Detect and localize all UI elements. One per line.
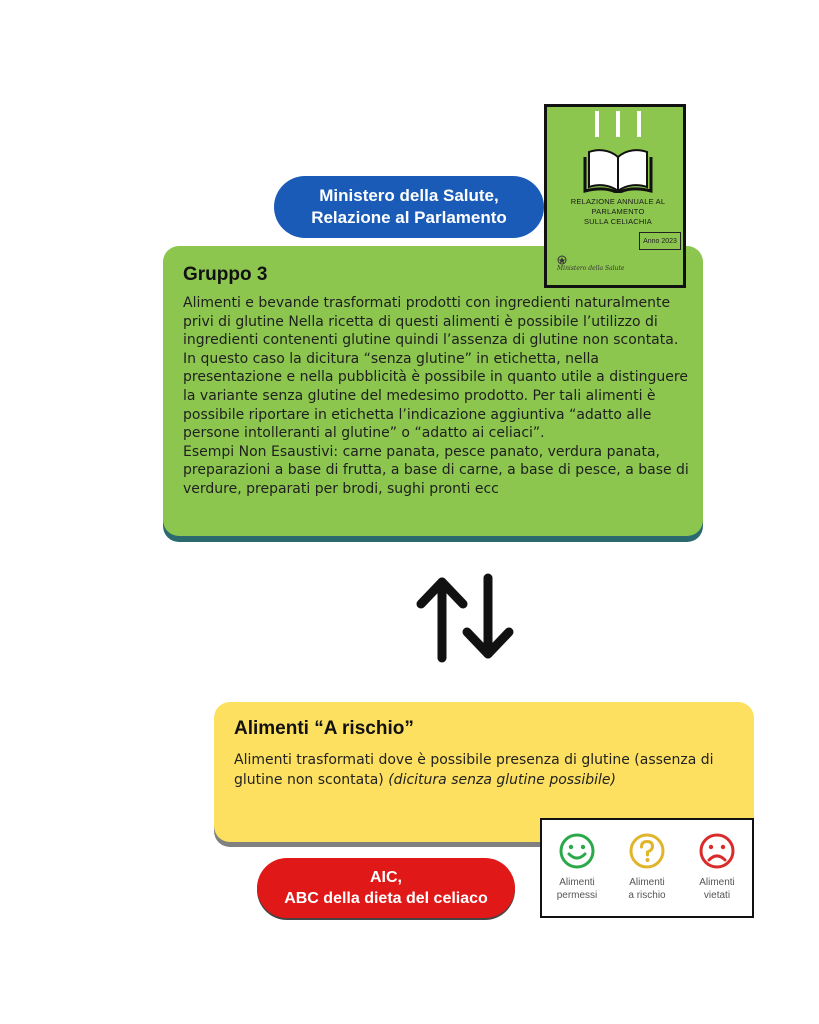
- report-title-line1: RELAZIONE ANNUALE AL PARLAMENTO: [570, 197, 666, 216]
- rischio-text: [234, 750, 734, 790]
- up-down-arrows-icon: [413, 572, 517, 664]
- legend-item-rischio: [615, 832, 679, 902]
- legend-permessi-line1: Alimenti: [559, 877, 595, 888]
- question-icon: [628, 832, 666, 870]
- legend-vietati-line1: Alimenti: [699, 877, 735, 888]
- report-year: Anno 2023: [639, 232, 681, 250]
- aic-pill-line1: AIC,: [370, 869, 402, 886]
- open-book-icon: [583, 111, 653, 193]
- rischio-note: (dicitura senza glutine possibile): [388, 772, 616, 788]
- legend-vietati-line2: vietati: [703, 890, 731, 901]
- legend-rischio-line2: a rischio: [628, 890, 666, 901]
- food-legend: [540, 818, 754, 918]
- emblem-icon: [557, 255, 567, 265]
- report-title-line2: SULLA CELIACHIA: [583, 217, 653, 226]
- legend-rischio-line1: Alimenti: [629, 877, 665, 888]
- legend-item-vietati: [685, 832, 749, 902]
- ministry-pill-line1: Ministero della Salute,: [319, 186, 499, 205]
- gruppo3-body: Alimenti e bevande trasformati prodotti con ingredienti naturalmente privi di glutine Nella ricetta di questi alimenti è possibile l’utilizzo di ingredienti contenenti glutine quindi l’assenza di glutine non scontata. In questo caso la dicitura “senza glutine” in etichetta, nella presentazione e nella pubblicità è possibile in quanto utile a distinguere la variante senza glutine del medesimo prodotto. Per tali alimenti è possibile riportare in etichetta l’indicazione aggiuntiva “adatto alle persone intolleranti al glutine” o “adatto ai celiaci”.: [183, 295, 688, 442]
- report-ministry: Ministero della Salute: [557, 265, 625, 272]
- report-cover: [544, 104, 686, 288]
- rischio-body: Alimenti trasformati dove è possibile presenza di glutine (assenza di glutine non scontata): [234, 752, 714, 788]
- ministry-pill-line2: Relazione al Parlamento: [311, 208, 507, 227]
- aic-pill-line2: ABC della dieta del celiaco: [284, 890, 488, 907]
- frown-icon: [698, 832, 736, 870]
- smile-icon: [558, 832, 596, 870]
- rischio-title: Alimenti “A rischio”: [234, 718, 414, 739]
- legend-permessi-line2: permessi: [556, 890, 598, 901]
- gruppo3-title: Gruppo 3: [183, 264, 268, 285]
- ministry-pill: [274, 176, 544, 238]
- aic-pill: [257, 858, 515, 918]
- gruppo3-card: [163, 246, 703, 536]
- gruppo3-examples: Esempi Non Esaustivi: carne panata, pesce panato, verdura panata, preparazioni a base di frutta, a base di carne, a base di pesce, a base di verdure, preparati per brodi, sughi pronti ecc: [183, 443, 689, 497]
- report-title: [559, 197, 677, 227]
- legend-item-permessi: [545, 832, 609, 902]
